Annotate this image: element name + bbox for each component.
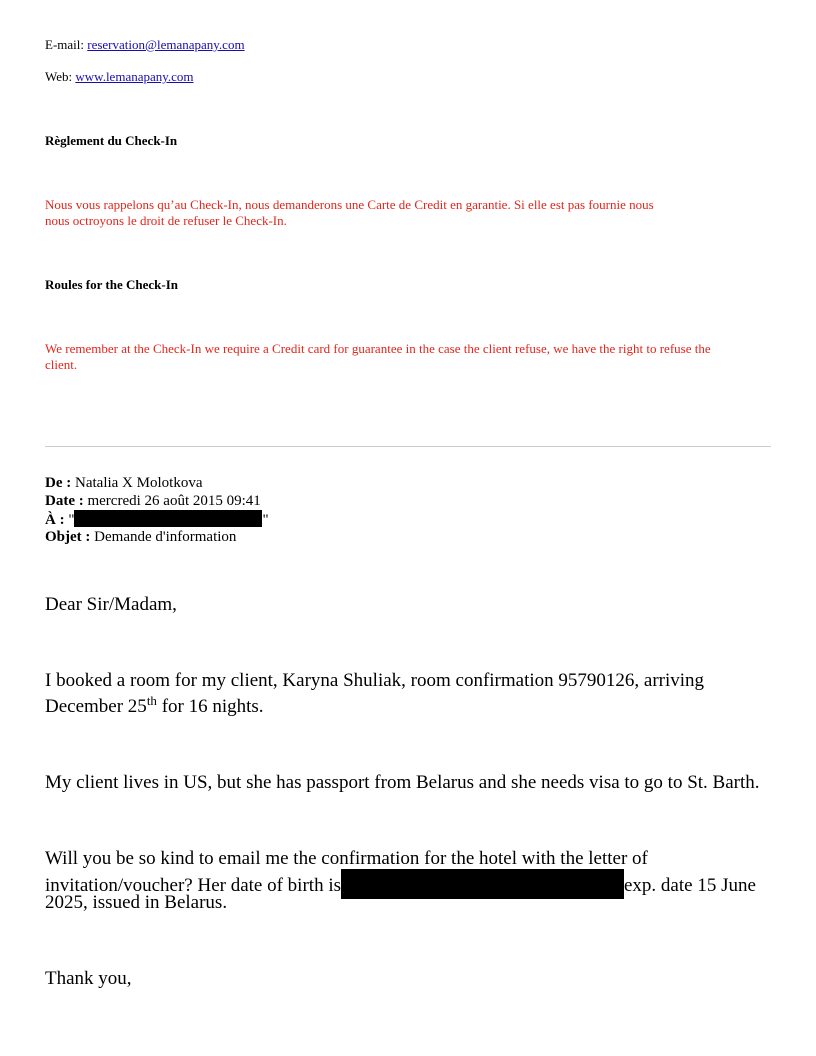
- to-open-quote: ": [68, 512, 75, 528]
- to-label: À :: [45, 512, 65, 528]
- paragraph-3-line-1: Will you be so kind to email me the confirmation for the hotel with the letter of: [45, 848, 648, 869]
- from-value: Natalia X Molotkova: [75, 475, 203, 491]
- header-subject: [45, 528, 236, 546]
- message-separator: [45, 446, 771, 447]
- to-close-quote: ": [262, 512, 269, 528]
- rules-en-line-1: We remember at the Check-In we require a Credit card for guarantee in the case the client refuse, we have the right to refuse the: [45, 341, 711, 356]
- email-label: E-mail:: [45, 37, 84, 52]
- closing: Thank you,: [45, 968, 132, 989]
- email-link[interactable]: reservation@lemanapany.com: [87, 37, 245, 52]
- header-to: [45, 510, 269, 529]
- date-value: mercredi 26 août 2015 09:41: [87, 493, 261, 509]
- p1-line2-pre: December 25: [45, 696, 147, 717]
- paragraph-1-line-2: [45, 695, 264, 719]
- header-date: [45, 492, 261, 510]
- web-link[interactable]: www.lemanapany.com: [75, 69, 194, 84]
- paragraph-2: My client lives in US, but she has passport from Belarus and she needs visa to go to St. Barth.: [45, 772, 760, 793]
- header-from: [45, 474, 202, 492]
- web-line: [45, 69, 194, 85]
- subject-label: Objet :: [45, 529, 91, 545]
- rules-fr-heading: Règlement du Check-In: [45, 133, 178, 148]
- to-redaction: [74, 510, 262, 527]
- greeting: Dear Sir/Madam,: [45, 594, 177, 615]
- rules-fr-line-1: Nous vous rappelons qu’au Check-In, nous demanderons une Carte de Credit en garantie. Si elle est pas fournie nous: [45, 197, 654, 212]
- rules-en-heading: Roules for the Check-In: [45, 277, 179, 292]
- p1-line2-sup: th: [146, 693, 157, 708]
- from-label: De :: [45, 475, 72, 491]
- p3-line2-pre: invitation/voucher? Her date of birth is: [45, 875, 341, 896]
- email-line: [45, 37, 245, 53]
- rules-fr-line-2: nous octroyons le droit de refuser le Check-In.: [45, 213, 287, 228]
- web-label: Web:: [45, 69, 73, 84]
- paragraph-1-line-1: I booked a room for my client, Karyna Shuliak, room confirmation 95790126, arriving: [45, 670, 705, 691]
- subject-value: Demande d'information: [94, 529, 237, 545]
- p3-line2-post: exp. date 15 June: [624, 875, 756, 896]
- paragraph-3-line-3: 2025, issued in Belarus.: [45, 892, 228, 913]
- date-label: Date :: [45, 493, 84, 509]
- p1-line2-post: for 16 nights.: [156, 696, 264, 717]
- rules-en-line-2: client.: [45, 357, 78, 372]
- dob-redaction: [341, 869, 624, 899]
